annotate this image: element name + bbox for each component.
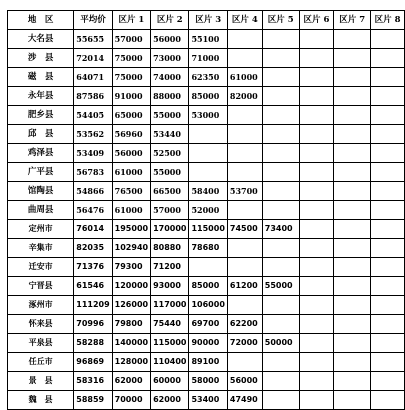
header-zone-4: 区片 4 xyxy=(227,11,262,30)
header-average-price: 平均价 xyxy=(74,11,112,30)
zone-price-cell xyxy=(334,87,371,106)
zone-price-cell: 57000 xyxy=(112,30,150,49)
average-price-cell: 58859 xyxy=(74,391,112,410)
zone-price-cell: 61000 xyxy=(227,68,262,87)
zone-price-cell xyxy=(371,49,405,68)
zone-price-cell xyxy=(262,353,299,372)
zone-price-cell xyxy=(371,372,405,391)
zone-price-cell xyxy=(334,258,371,277)
region-cell: 馆陶县 xyxy=(8,182,74,201)
zone-price-cell xyxy=(334,220,371,239)
zone-price-cell: 60000 xyxy=(151,372,189,391)
average-price-cell: 64071 xyxy=(74,68,112,87)
zone-price-cell: 55000 xyxy=(262,277,299,296)
zone-price-cell: 53400 xyxy=(189,391,227,410)
zone-price-cell xyxy=(299,182,334,201)
region-cell: 定州市 xyxy=(8,220,74,239)
zone-price-cell xyxy=(334,163,371,182)
region-cell: 怀来县 xyxy=(8,315,74,334)
zone-price-cell xyxy=(262,106,299,125)
zone-price-cell: 62000 xyxy=(112,372,150,391)
zone-price-cell: 82000 xyxy=(227,87,262,106)
zone-price-cell: 72000 xyxy=(227,334,262,353)
zone-price-cell: 91000 xyxy=(112,87,150,106)
zone-price-cell: 140000 xyxy=(112,334,150,353)
zone-price-cell xyxy=(262,87,299,106)
zone-price-cell xyxy=(299,353,334,372)
zone-price-cell: 85000 xyxy=(189,87,227,106)
zone-price-cell xyxy=(334,106,371,125)
zone-price-cell: 110400 xyxy=(151,353,189,372)
average-price-cell: 56476 xyxy=(74,201,112,220)
zone-price-cell: 55100 xyxy=(189,30,227,49)
header-zone-8: 区片 8 xyxy=(371,11,405,30)
zone-price-cell xyxy=(371,106,405,125)
zone-price-cell xyxy=(299,372,334,391)
zone-price-cell xyxy=(262,144,299,163)
zone-price-cell: 61000 xyxy=(112,163,150,182)
zone-price-cell xyxy=(334,125,371,144)
zone-price-cell: 73000 xyxy=(151,49,189,68)
zone-price-cell xyxy=(334,334,371,353)
zone-price-cell xyxy=(371,220,405,239)
zone-price-cell xyxy=(334,49,371,68)
zone-price-cell: 74500 xyxy=(227,220,262,239)
zone-price-cell xyxy=(371,87,405,106)
average-price-cell: 111209 xyxy=(74,296,112,315)
table-row xyxy=(8,182,405,201)
zone-price-cell xyxy=(262,182,299,201)
header-zone-3: 区片 3 xyxy=(189,11,227,30)
zone-price-cell: 56000 xyxy=(227,372,262,391)
zone-price-cell xyxy=(371,277,405,296)
average-price-cell: 72014 xyxy=(74,49,112,68)
zone-price-cell xyxy=(189,163,227,182)
zone-price-cell xyxy=(299,125,334,144)
zone-price-cell xyxy=(227,125,262,144)
zone-price-cell: 71200 xyxy=(151,258,189,277)
zone-price-cell xyxy=(334,182,371,201)
zone-price-cell: 115000 xyxy=(189,220,227,239)
zone-price-cell: 53000 xyxy=(189,106,227,125)
table-row xyxy=(8,277,405,296)
region-cell: 景 县 xyxy=(8,372,74,391)
zone-price-cell xyxy=(334,372,371,391)
zone-price-cell xyxy=(334,201,371,220)
zone-price-cell: 117000 xyxy=(151,296,189,315)
land-price-table xyxy=(7,10,405,410)
zone-price-cell xyxy=(262,125,299,144)
zone-price-cell xyxy=(299,296,334,315)
zone-price-cell xyxy=(227,201,262,220)
zone-price-cell xyxy=(371,68,405,87)
zone-price-cell xyxy=(371,182,405,201)
zone-price-cell xyxy=(371,30,405,49)
zone-price-cell xyxy=(227,49,262,68)
zone-price-cell xyxy=(262,258,299,277)
zone-price-cell xyxy=(227,353,262,372)
zone-price-cell: 93000 xyxy=(151,277,189,296)
zone-price-cell xyxy=(371,239,405,258)
zone-price-cell xyxy=(299,258,334,277)
zone-price-cell xyxy=(262,49,299,68)
average-price-cell: 54866 xyxy=(74,182,112,201)
table-row xyxy=(8,334,405,353)
average-price-cell: 96869 xyxy=(74,353,112,372)
table-row xyxy=(8,353,405,372)
table-row xyxy=(8,258,405,277)
zone-price-cell: 57000 xyxy=(151,201,189,220)
zone-price-cell xyxy=(371,201,405,220)
average-price-cell: 87586 xyxy=(74,87,112,106)
zone-price-cell: 75000 xyxy=(112,49,150,68)
zone-price-cell: 58000 xyxy=(189,372,227,391)
zone-price-cell: 195000 xyxy=(112,220,150,239)
zone-price-cell xyxy=(262,30,299,49)
zone-price-cell xyxy=(334,68,371,87)
zone-price-cell: 76500 xyxy=(112,182,150,201)
region-cell: 广平县 xyxy=(8,163,74,182)
region-cell: 迁安市 xyxy=(8,258,74,277)
region-cell: 肥乡县 xyxy=(8,106,74,125)
zone-price-cell xyxy=(299,49,334,68)
zone-price-cell: 66500 xyxy=(151,182,189,201)
region-cell: 大名县 xyxy=(8,30,74,49)
zone-price-cell: 53440 xyxy=(151,125,189,144)
zone-price-cell xyxy=(299,277,334,296)
zone-price-cell xyxy=(227,296,262,315)
zone-price-cell xyxy=(299,68,334,87)
zone-price-cell xyxy=(189,125,227,144)
table-row xyxy=(8,296,405,315)
zone-price-cell: 106000 xyxy=(189,296,227,315)
table-row xyxy=(8,106,405,125)
zone-price-cell xyxy=(299,315,334,334)
zone-price-cell xyxy=(299,201,334,220)
table-row xyxy=(8,239,405,258)
zone-price-cell: 75440 xyxy=(151,315,189,334)
region-cell: 磁 县 xyxy=(8,68,74,87)
zone-price-cell xyxy=(334,277,371,296)
zone-price-cell: 53700 xyxy=(227,182,262,201)
average-price-cell: 58288 xyxy=(74,334,112,353)
average-price-cell: 53409 xyxy=(74,144,112,163)
average-price-cell: 55655 xyxy=(74,30,112,49)
region-cell: 宁晋县 xyxy=(8,277,74,296)
average-price-cell: 61546 xyxy=(74,277,112,296)
zone-price-cell: 170000 xyxy=(151,220,189,239)
zone-price-cell xyxy=(334,296,371,315)
table-row xyxy=(8,315,405,334)
zone-price-cell xyxy=(262,315,299,334)
table-row xyxy=(8,68,405,87)
average-price-cell: 76014 xyxy=(74,220,112,239)
region-cell: 辛集市 xyxy=(8,239,74,258)
zone-price-cell xyxy=(227,30,262,49)
zone-price-cell xyxy=(262,296,299,315)
zone-price-cell xyxy=(299,239,334,258)
zone-price-cell: 74000 xyxy=(151,68,189,87)
zone-price-cell: 79800 xyxy=(112,315,150,334)
zone-price-cell xyxy=(371,353,405,372)
zone-price-cell: 79300 xyxy=(112,258,150,277)
zone-price-cell: 73400 xyxy=(262,220,299,239)
zone-price-cell xyxy=(227,239,262,258)
table-row xyxy=(8,144,405,163)
zone-price-cell: 78680 xyxy=(189,239,227,258)
zone-price-cell xyxy=(262,68,299,87)
zone-price-cell: 102940 xyxy=(112,239,150,258)
zone-price-cell: 62000 xyxy=(151,391,189,410)
zone-price-cell: 55000 xyxy=(151,106,189,125)
zone-price-cell xyxy=(371,144,405,163)
zone-price-cell: 47490 xyxy=(227,391,262,410)
region-cell: 魏 县 xyxy=(8,391,74,410)
zone-price-cell: 61200 xyxy=(227,277,262,296)
zone-price-cell: 52500 xyxy=(151,144,189,163)
header-zone-1: 区片 1 xyxy=(112,11,150,30)
zone-price-cell: 89100 xyxy=(189,353,227,372)
zone-price-cell: 120000 xyxy=(112,277,150,296)
table-body xyxy=(8,30,405,410)
zone-price-cell: 55000 xyxy=(151,163,189,182)
header-zone-6: 区片 6 xyxy=(299,11,334,30)
zone-price-cell xyxy=(227,163,262,182)
zone-price-cell xyxy=(371,334,405,353)
zone-price-cell xyxy=(334,353,371,372)
zone-price-cell xyxy=(262,201,299,220)
zone-price-cell: 62200 xyxy=(227,315,262,334)
region-cell: 平泉县 xyxy=(8,334,74,353)
zone-price-cell xyxy=(371,163,405,182)
table-row xyxy=(8,372,405,391)
zone-price-cell: 126000 xyxy=(112,296,150,315)
zone-price-cell xyxy=(262,372,299,391)
average-price-cell: 56783 xyxy=(74,163,112,182)
zone-price-cell: 90000 xyxy=(189,334,227,353)
table-row xyxy=(8,30,405,49)
zone-price-cell: 52000 xyxy=(189,201,227,220)
zone-price-cell xyxy=(299,144,334,163)
zone-price-cell: 65000 xyxy=(112,106,150,125)
zone-price-cell xyxy=(262,239,299,258)
zone-price-cell xyxy=(227,258,262,277)
zone-price-cell: 75000 xyxy=(112,68,150,87)
zone-price-cell xyxy=(334,315,371,334)
zone-price-cell: 80880 xyxy=(151,239,189,258)
average-price-cell: 53562 xyxy=(74,125,112,144)
zone-price-cell xyxy=(262,163,299,182)
zone-price-cell: 70000 xyxy=(112,391,150,410)
zone-price-cell xyxy=(299,87,334,106)
zone-price-cell xyxy=(371,258,405,277)
zone-price-cell xyxy=(334,144,371,163)
zone-price-cell: 115000 xyxy=(151,334,189,353)
header-region: 地 区 xyxy=(8,11,74,30)
average-price-cell: 71376 xyxy=(74,258,112,277)
table-row xyxy=(8,125,405,144)
zone-price-cell xyxy=(299,220,334,239)
average-price-cell: 58316 xyxy=(74,372,112,391)
zone-price-cell: 56960 xyxy=(112,125,150,144)
table-header-row xyxy=(8,11,405,30)
table-row xyxy=(8,87,405,106)
table-row xyxy=(8,201,405,220)
zone-price-cell xyxy=(189,144,227,163)
zone-price-cell: 71000 xyxy=(189,49,227,68)
zone-price-cell xyxy=(299,106,334,125)
zone-price-cell: 62350 xyxy=(189,68,227,87)
region-cell: 永年县 xyxy=(8,87,74,106)
region-cell: 任丘市 xyxy=(8,353,74,372)
zone-price-cell xyxy=(299,30,334,49)
header-zone-5: 区片 5 xyxy=(262,11,299,30)
zone-price-cell xyxy=(371,296,405,315)
zone-price-cell: 56000 xyxy=(151,30,189,49)
region-cell: 鸡泽县 xyxy=(8,144,74,163)
table-row xyxy=(8,49,405,68)
region-cell: 曲周县 xyxy=(8,201,74,220)
zone-price-cell: 61000 xyxy=(112,201,150,220)
zone-price-cell: 50000 xyxy=(262,334,299,353)
zone-price-cell xyxy=(334,239,371,258)
table-row xyxy=(8,163,405,182)
zone-price-cell: 128000 xyxy=(112,353,150,372)
region-cell: 邱 县 xyxy=(8,125,74,144)
zone-price-cell xyxy=(227,144,262,163)
average-price-cell: 54405 xyxy=(74,106,112,125)
zone-price-cell xyxy=(371,315,405,334)
table-row xyxy=(8,220,405,239)
zone-price-cell: 88000 xyxy=(151,87,189,106)
zone-price-cell: 58400 xyxy=(189,182,227,201)
zone-price-cell: 85000 xyxy=(189,277,227,296)
zone-price-cell xyxy=(371,125,405,144)
header-zone-7: 区片 7 xyxy=(334,11,371,30)
zone-price-cell xyxy=(189,258,227,277)
zone-price-cell xyxy=(299,334,334,353)
header-zone-2: 区片 2 xyxy=(151,11,189,30)
average-price-cell: 82035 xyxy=(74,239,112,258)
zone-price-cell: 56000 xyxy=(112,144,150,163)
region-cell: 涉 县 xyxy=(8,49,74,68)
zone-price-cell: 69700 xyxy=(189,315,227,334)
zone-price-cell xyxy=(299,163,334,182)
average-price-cell: 70996 xyxy=(74,315,112,334)
zone-price-cell xyxy=(227,106,262,125)
zone-price-cell xyxy=(334,30,371,49)
region-cell: 涿州市 xyxy=(8,296,74,315)
